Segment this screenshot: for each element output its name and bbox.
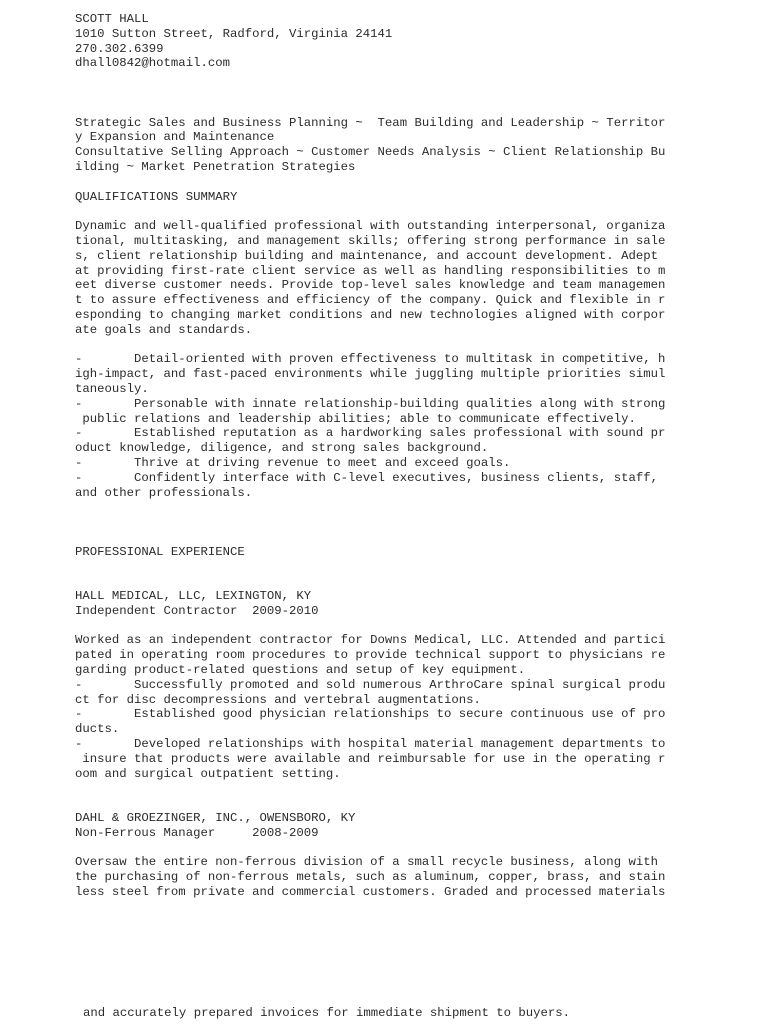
job-detail-line: - Established good physician relationships to secure continuous use of pro: [75, 707, 666, 722]
qualifications-bullets: [75, 352, 685, 500]
page-continuation-line: and accurately prepared invoices for immediate shipment to buyers.: [83, 1006, 571, 1020]
summary-line: Dynamic and well-qualified professional with outstanding interpersonal, organiza: [75, 219, 666, 234]
job-company: DAHL & GROEZINGER, INC., OWENSBORO, KY: [75, 811, 356, 826]
street-address: 1010 Sutton Street, Radford, Virginia 24141: [75, 26, 393, 41]
experience-heading: PROFESSIONAL EXPERIENCE: [75, 544, 245, 559]
bullet-line: - Thrive at driving revenue to meet and exceed goals.: [75, 455, 511, 470]
job-entry-hall-medical: [75, 589, 685, 781]
job-detail-line: pated in operating room procedures to provide technical support to physicians re: [75, 648, 666, 663]
qualifications-heading: QUALIFICATIONS SUMMARY: [75, 189, 238, 204]
bullet-line: - Detail-oriented with proven effectiveness to multitask in competitive, h: [75, 352, 666, 367]
job-detail-line: insure that products were available and reimbursable for use in the operating r: [75, 751, 666, 766]
keywords-line: Strategic Sales and Business Planning ~ Team Building and Leadership ~ Territor: [75, 115, 666, 130]
keywords-line: ilding ~ Market Penetration Strategies: [75, 159, 356, 174]
job-detail-line: - Developed relationships with hospital material management departments to: [75, 737, 666, 752]
bullet-line: public relations and leadership abilities; able to communicate effectively.: [75, 411, 636, 426]
phone-number: 270.302.6399: [75, 41, 164, 56]
job-detail-line: Oversaw the entire non-ferrous division of a small recycle business, along with: [75, 855, 658, 870]
bullet-line: taneously.: [75, 381, 149, 396]
contact-block: [75, 12, 685, 71]
keywords-block: [75, 116, 685, 175]
job-detail-line: - Successfully promoted and sold numerous ArthroCare spinal surgical produ: [75, 677, 666, 692]
job-detail-line: Worked as an independent contractor for Downs Medical, LLC. Attended and partici: [75, 633, 666, 648]
job-detail-line: garding product-related questions and setup of key equipment.: [75, 663, 526, 678]
qualifications-summary: [75, 219, 685, 337]
resume-document: [75, 12, 685, 900]
summary-line: esponding to changing market conditions and new technologies aligned with corpor: [75, 307, 666, 322]
keywords-line: Consultative Selling Approach ~ Customer Needs Analysis ~ Client Relationship Bu: [75, 145, 666, 160]
job-title: Non-Ferrous Manager 2008-2009: [75, 825, 319, 840]
job-entry-dahl-groezinger: [75, 811, 685, 900]
summary-line: eet diverse customer needs. Provide top-level sales knowledge and team managemen: [75, 278, 666, 293]
bullet-line: - Confidently interface with C-level executives, business clients, staff,: [75, 470, 658, 485]
job-title: Independent Contractor 2009-2010: [75, 603, 319, 618]
summary-line: t to assure effectiveness and efficiency of the company. Quick and flexible in r: [75, 293, 666, 308]
job-detail-line: ducts.: [75, 722, 120, 737]
keywords-line: y Expansion and Maintenance: [75, 130, 275, 145]
job-detail-line: less steel from private and commercial customers. Graded and processed materials: [75, 885, 666, 900]
summary-line: ate goals and standards.: [75, 322, 253, 337]
job-detail-line: ct for disc decompressions and vertebral augmentations.: [75, 692, 481, 707]
bullet-line: igh-impact, and fast-paced environments while juggling multiple priorities simul: [75, 367, 666, 382]
bullet-line: oduct knowledge, diligence, and strong sales background.: [75, 441, 489, 456]
bullet-line: and other professionals.: [75, 485, 253, 500]
summary-line: tional, multitasking, and management skills; offering strong performance in sale: [75, 233, 666, 248]
applicant-name: SCOTT HALL: [75, 12, 149, 26]
summary-line: s, client relationship building and maintenance, and account development. Adept: [75, 248, 658, 263]
job-company: HALL MEDICAL, LLC, LEXINGTON, KY: [75, 589, 312, 604]
summary-line: at providing first-rate client service as well as handling responsibilities to m: [75, 263, 666, 278]
email-address: dhall0842@hotmail.com: [75, 56, 230, 71]
bullet-line: - Personable with innate relationship-building qualities along with strong: [75, 396, 666, 411]
job-detail-line: the purchasing of non-ferrous metals, such as aluminum, copper, brass, and stain: [75, 870, 666, 885]
bullet-line: - Established reputation as a hardworking sales professional with sound pr: [75, 426, 666, 441]
job-detail-line: oom and surgical outpatient setting.: [75, 766, 341, 781]
